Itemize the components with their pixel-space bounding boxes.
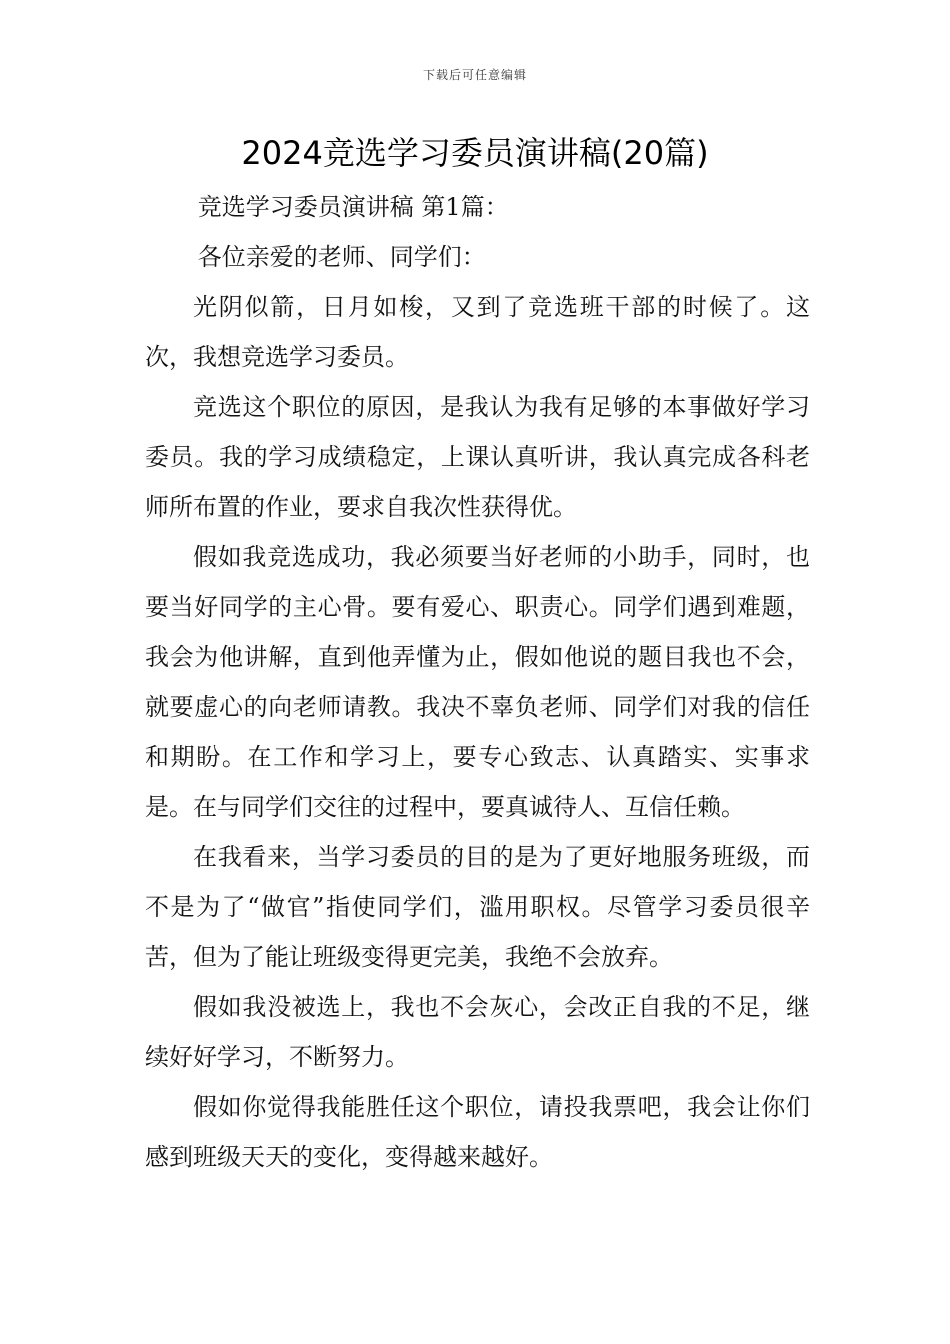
paragraph: 竞选这个职位的原因，是我认为我有足够的本事做好学习委员。我的学习成绩稳定，上课认真听讲，我认真完成各科老师所布置的作业，要求自我次性获得优。	[145, 393, 810, 521]
document-body	[145, 182, 810, 1182]
paragraph: 假如你觉得我能胜任这个职位，请投我票吧，我会让你们感到班级天天的变化，变得越来越好。	[145, 1093, 810, 1171]
paragraph: 光阴似箭，日月如梭，又到了竞选班干部的时候了。这次，我想竞选学习委员。	[145, 293, 810, 371]
document-title: 2024竞选学习委员演讲稿(20篇)	[241, 134, 709, 172]
greeting: 各位亲爱的老师、同学们：	[197, 243, 486, 271]
paragraph: 假如我没被选上，我也不会灰心，会改正自我的不足，继续好好学习，不断努力。	[145, 993, 810, 1071]
section-heading: 竞选学习委员演讲稿 第1篇：	[197, 193, 509, 221]
paragraph: 假如我竞选成功，我必须要当好老师的小助手，同时，也要当好同学的主心骨。要有爱心、职责心。同学们遇到难题，我会为他讲解，直到他弄懂为止，假如他说的题目我也不会，就要虚心的向老师请教。我决不辜负老师、同学们对我的信任和期盼。在工作和学习上，要专心致志、认真踏实、实事求是。在与同学们交往的过程中，要真诚待人、互信任赖。	[145, 543, 810, 821]
header-note: 下载后可任意编辑	[422, 68, 527, 82]
paragraph: 在我看来，当学习委员的目的是为了更好地服务班级，而不是为了“做官”指使同学们，滥用职权。尽管学习委员很辛苦，但为了能让班级变得更完美，我绝不会放弃。	[145, 843, 810, 971]
